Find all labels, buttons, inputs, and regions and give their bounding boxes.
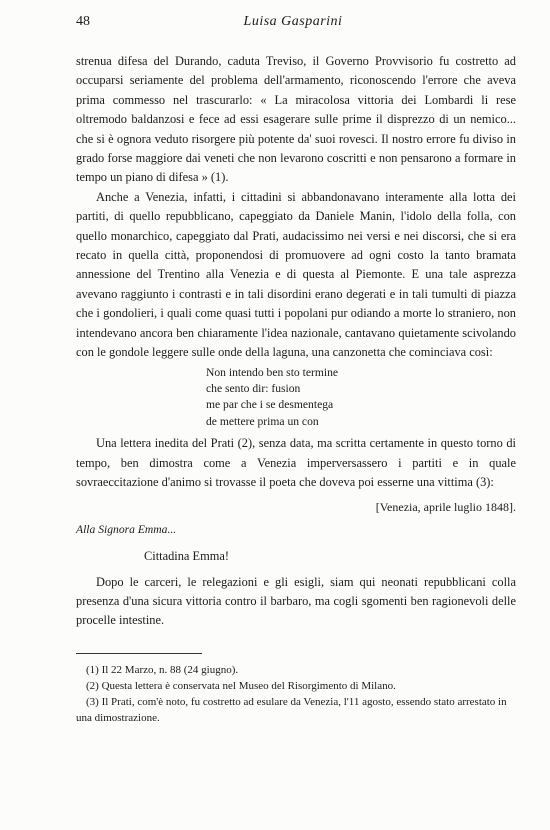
verse-block [206,365,516,431]
paragraph-2: Anche a Venezia, infatti, i cittadini si abbandonavano interamente alla lotta dei partiti, di quello repubblicano, capeggiato da Daniele Manin, l'idolo della folla, con quello monarchico, capeggiato dal Prati, audacissimo nei versi e nei discorsi, che si era recato in quella città, proponendosi di promuovere ad ogni costo la tanto bramata annessione del Trentino alla Venezia e di questa al Piemonte. E una tale asprezza avevano raggiunto i contrasti e in tali disordini erano degerati e in tali tumulti di piazza che i gondolieri, i quali come quasi tutti i popolani pur odiando a morte lo straniero, non intendevano ancora ben chiaramente l'idea nazionale, cantavano quietamente scivolando con le gondole leggere sulle onde della laguna, una canzonetta che cominciava così: [76,189,516,360]
letter-greeting: Cittadina Emma! [144,549,229,564]
footnote-2: (2) Questa lettera è conservata nel Museo del Risorgimento di Milano. [86,679,396,692]
letter-addressee: Alla Signora Emma... [76,522,177,536]
footnote-3: (3) Il Prati, com'è noto, fu costretto ad esulare da Venezia, l'11 agosto, essendo stato arrestato in una dimostrazione. [76,695,507,724]
paragraph-1: strenua difesa del Durando, caduta Treviso, il Governo Provvisorio fu costretto ad occuparsi seriamente del problema dell'armamento, riconoscendo l'errore che aveva prima commesso nel trascurarlo: « La miracolosa vittoria dei Lombardi li rese oltremodo baldanzosi e fece ad essi esagerare sulle prime il disprezzo di un nemico... che si è ognora veduto risorgere più potente da' suoi rovesci. Il nostro errore fu diviso in grado forse maggiore dai veneti che non levarono coscritti e non pensarono a formare in tempo un piano di difesa » (1). [76,54,516,185]
letter-text: Dopo le carceri, le relegazioni e gli esigli, siam qui neonati repubblicani colla presenza d'una sicura vittoria contro il barbaro, ma cogli sgomenti ben ragionevoli delle procelle intestine. [76,574,516,628]
footnote-rule [76,653,202,654]
running-author: Luisa Gasparini [243,14,343,29]
verse-line: me par che i se desmentega [206,398,334,412]
verse-line: de mettere prima un con [206,414,319,428]
running-header [76,14,510,32]
page-number: 48 [76,14,90,29]
paragraph-3: Una lettera inedita del Prati (2), senza data, ma scritta certamente in questo torno di tempo, ben dimostra come a Venezia imperversassero i partiti e in quale sovraeccitazione d'animo si trovasse il poeta che doveva poi esserne una vittima (3): [76,436,516,489]
page-body [76,52,516,726]
footnote-1: (1) Il 22 Marzo, n. 88 (24 giugno). [86,663,239,676]
footnotes [76,662,516,726]
letter-date: [Venezia, aprile luglio 1848]. [375,500,516,515]
verse-line: che sento dir: fusion [206,381,301,395]
verse-line: Non intendo ben sto termine [206,365,339,379]
